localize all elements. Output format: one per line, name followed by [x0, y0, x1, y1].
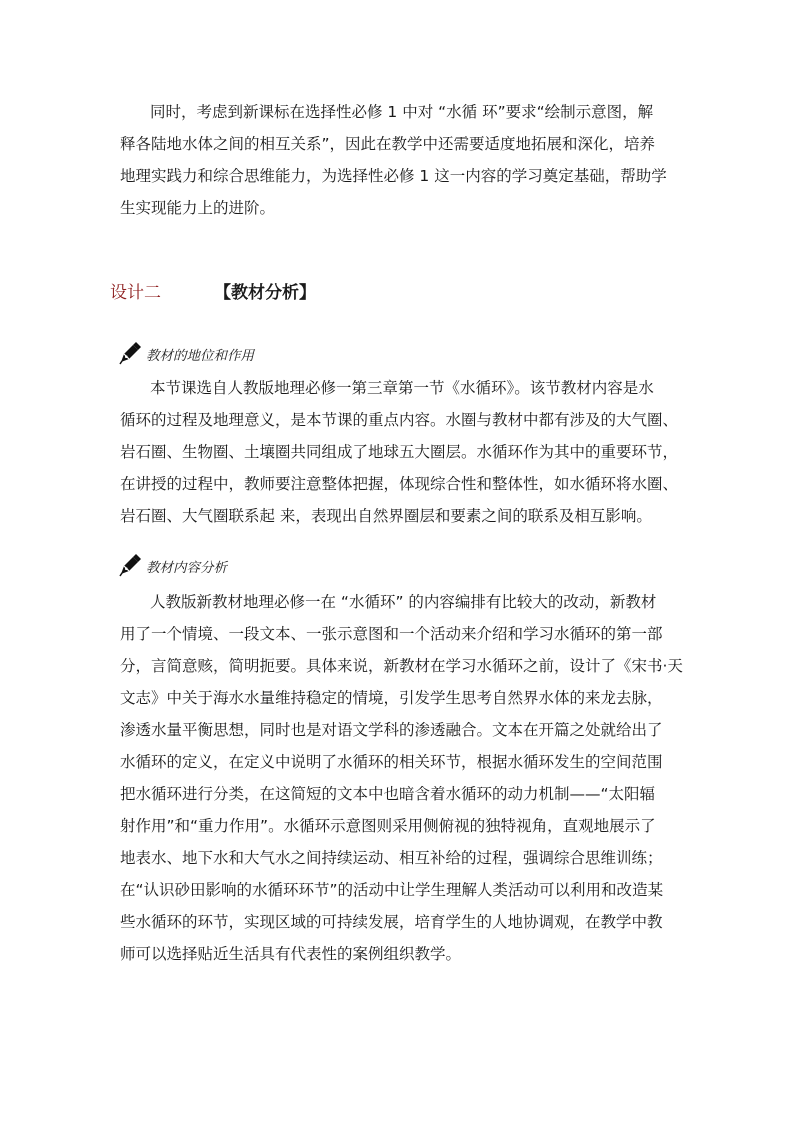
intro-line-2: 释各陆地水体之间的相互关系”，因此在教学中还需要适度地拓展和深化，培养 [120, 135, 656, 153]
pen-icon [118, 340, 144, 366]
intro-line-3: 地理实践力和综合思维能力，为选择性必修 1 这一内容的学习奠定基础，帮助学 [120, 167, 667, 185]
section2-line-1: 人教版新教材地理必修一在 “水循环” 的内容编排有比较大的改动，新教材 [150, 593, 657, 611]
section2-line-4: 文志》中关于海水水量维持稳定的情境，引发学生思考自然界水体的来龙去脉， [120, 689, 663, 707]
section1-heading [118, 340, 254, 366]
section2-line-11: 些水循环的环节，实现区域的可持续发展，培育学生的人地协调观，在教学中教 [120, 913, 663, 931]
design-label-text: 设计二 [110, 283, 161, 303]
section1-line-3: 岩石圈、生物圈、土壤圈共同组成了地球五大圈层。水循环作为其中的重要环节， [120, 443, 679, 461]
section1-line-2: 循环的过程及地理意义，是本节课的重点内容。水圈与教材中都有涉及的大气圈、 [120, 411, 679, 429]
design-label [110, 282, 161, 304]
design-title: 【教材分析】 [214, 283, 316, 303]
section2-line-12: 师可以选择贴近生活具有代表性的案例组织教学。 [120, 945, 462, 963]
section2-line-10: 在“认识砂田影响的水循环环节”的活动中让学生理解人类活动可以利用和改造某 [120, 881, 664, 899]
section2-line-6: 水循环的定义，在定义中说明了水循环的相关环节，根据水循环发生的空间范围 [120, 753, 663, 771]
section2-line-2: 用了一个情境、一段文本、一张示意图和一个活动来介绍和学习水循环的第一部 [120, 625, 663, 643]
section1-line-4: 在讲授的过程中，教师要注意整体把握，体现综合性和整体性，如水循环将水圈、 [120, 475, 679, 493]
section2-line-5: 渗透水量平衡思想，同时也是对语文学科的渗透融合。文本在开篇之处就给出了 [120, 721, 663, 739]
section2-heading-text: 教材内容分析 [146, 560, 227, 576]
section1-line-5: 岩石圈、大气圈联系起 来，表现出自然界圈层和要素之间的联系及相互影响。 [120, 507, 652, 525]
section2-line-8: 射作用”和“重力作用”。水循环示意图则采用侧俯视的独特视角，直观地展示了 [120, 817, 656, 835]
section2-line-9: 地表水、地下水和大气水之间持续运动、相互补给的过程，强调综合思维训练； [120, 849, 663, 867]
section2-line-3: 分，言简意赅，简明扼要。具体来说，新教材在学习水循环之前，设计了《宋书·天 [120, 657, 683, 675]
section1-heading-text: 教材的地位和作用 [146, 348, 254, 364]
intro-line-4: 生实现能力上的进阶。 [120, 199, 276, 217]
section2-heading [118, 552, 227, 578]
pen-icon [118, 552, 144, 578]
intro-line-1: 同时，考虑到新课标在选择性必修 1 中对 “水循 环”要求“绘制示意图，解 [150, 103, 654, 121]
section1-line-1: 本节课选自人教版地理必修一第三章第一节《水循环》。该节教材内容是水 [150, 379, 654, 397]
section2-line-7: 把水循环进行分类，在这简短的文本中也暗含着水循环的动力机制——“太阳辐 [120, 785, 656, 803]
